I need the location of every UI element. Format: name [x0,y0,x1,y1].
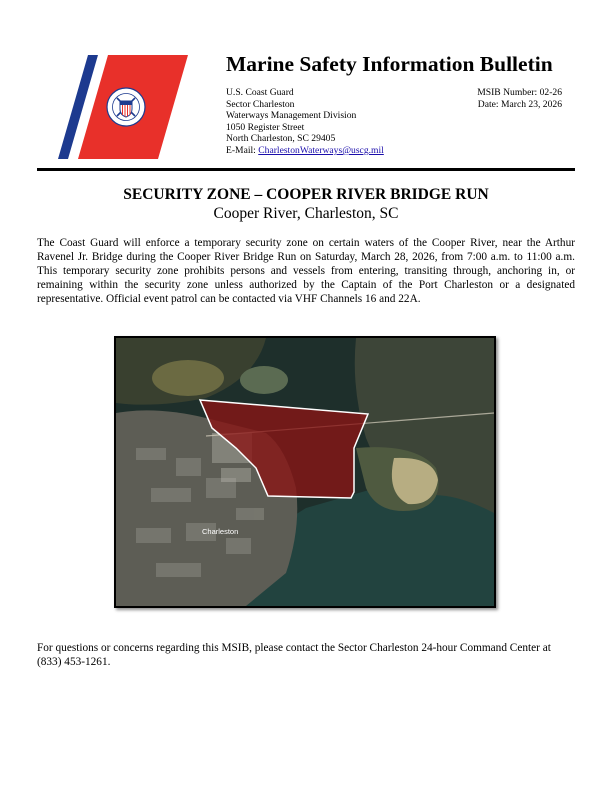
org-line: U.S. Coast Guard [226,87,294,98]
bulletin-title: Marine Safety Information Bulletin [226,52,553,76]
org-line: Sector Charleston [226,98,295,110]
email-link[interactable]: CharlestonWaterways@uscg.mil [258,144,384,156]
email-line [226,145,384,157]
coast-guard-emblem-icon [107,88,145,126]
security-zone-map [114,336,496,608]
bulletin-meta [477,87,562,110]
satellite-map-image [116,338,494,606]
org-line: Waterways Management Division [226,110,357,122]
coast-guard-logo [58,55,188,159]
contact-footer: For questions or concerns regarding this MSIB, please contact the Sector Charleston 24-hour Command Center at (833) 453-1261. [37,642,551,668]
email-label: E-Mail: [226,144,259,156]
header-divider [37,168,575,171]
bulletin-date: Date: March 23, 2026 [477,98,562,110]
notice-subtitle: Cooper River, Charleston, SC [213,205,399,222]
org-line: 1050 Register Street [226,121,305,133]
notice-title: SECURITY ZONE – COOPER RIVER BRIDGE RUN [123,186,489,203]
notice-body: The Coast Guard will enforce a temporary security zone on certain waters of the Cooper River, near the Arthur Ravenel Jr. Bridge during the Cooper River Bridge Run on Saturday, March 28, 2026, from 7:00 a.m. to 11:00 a.m. This temporary security zone prohibits persons and vessels from entering, transiting through, anchoring in, or remaining within the security zone unless authorized by the Captain of the Port Charleston or a designated representative. Official event patrol can be contacted via VHF Channels 16 and 22A. [37,237,575,305]
map-place-label: Charleston [202,527,239,536]
org-line: North Charleston, SC 29405 [226,133,336,145]
msib-number: MSIB Number: 02-26 [477,87,562,98]
issuing-office-block [226,87,384,157]
